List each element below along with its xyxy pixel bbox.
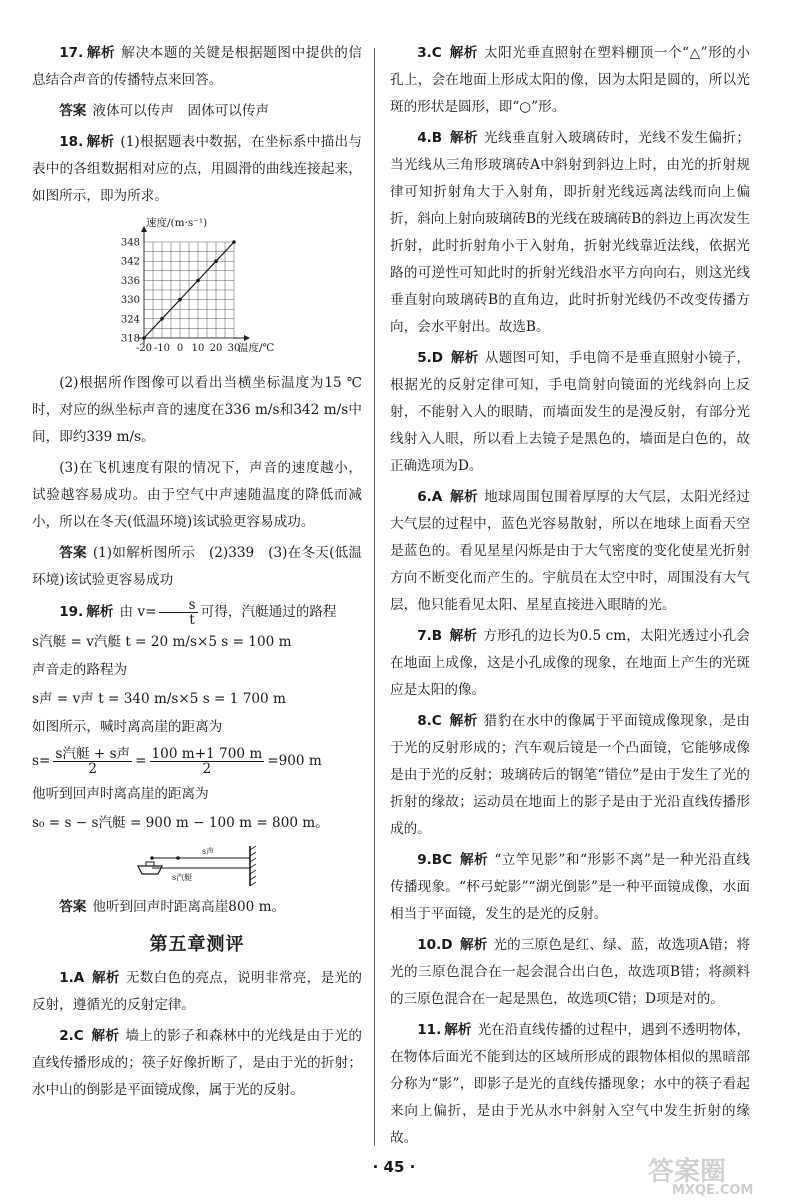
analysis-label: 解析 <box>86 45 116 61</box>
eq-lhs: s= <box>32 753 51 769</box>
answer-5-analysis <box>390 345 750 480</box>
analysis-label: 解析 <box>449 45 478 61</box>
answer-number: 5.D <box>417 350 444 366</box>
column-divider <box>374 48 375 1146</box>
right-column <box>390 40 750 1152</box>
analysis-label: 解析 <box>449 628 478 644</box>
answer-number: 4.B <box>417 130 443 146</box>
answer-10-analysis <box>390 932 750 1013</box>
question-number: 17. <box>59 45 84 61</box>
answer-number: 10.D <box>417 937 453 953</box>
x-tick-label: 20 <box>209 343 223 354</box>
formula-intro-tail: 可得，汽艇通过的路程 <box>200 604 337 620</box>
analysis-text: 解决本题的关键是根据题图中提供的信息结合声音的传播特点来回答。 <box>32 45 363 88</box>
boat-distance-label: s汽艇 <box>172 873 193 882</box>
analysis-text: 从题图可知，手电筒不是垂直照射小镜子，根据光的反射定律可知，手电筒射向镜面的光线斜向上反射，不能射入人的眼睛，而墙面发生的是漫反射，有部分光线射入人眼，所以看上去镜子是黑色的，墙面是白色的，故正确选项为D。 <box>390 350 751 474</box>
data-point <box>160 317 164 321</box>
equation-echo-distance: s₀ = s − s汽艇 = 900 m − 100 m = 800 m。 <box>32 815 329 831</box>
answer-1-analysis <box>32 965 362 1019</box>
fraction-denominator: 2 <box>202 761 212 777</box>
answer-8-analysis <box>390 708 750 843</box>
velocity-fraction <box>159 598 197 627</box>
analysis-text: 地球周围包围着厚厚的大气层，太阳光经过大气层的过程中，蓝色光容易散射，所以在地球上面看天空是蓝色的。看见星星闪烁是由于大气密度的变化使星光折射方向不断变化而产生的。宇航员在太空中时，周围没有大气层，他只能看见太阳、星星直接进入眼睛的光。 <box>390 489 750 613</box>
analysis-label: 解析 <box>450 489 479 505</box>
boat-cliff-diagram <box>132 844 262 888</box>
question-19-analysis <box>32 598 362 627</box>
section-title: 第五章测评 <box>149 934 245 955</box>
answer-text: 液体可以传声 固体可以传声 <box>92 103 270 119</box>
page-number: · 45 · <box>372 1158 416 1176</box>
question-19-answer <box>32 894 362 921</box>
answer-label: 答案 <box>59 103 87 119</box>
answer-number: 11. <box>417 1022 442 1038</box>
analysis-label: 解析 <box>86 604 114 620</box>
fraction-denominator: t <box>189 612 195 628</box>
analysis-text: 方形孔的边长为0.5 cm，太阳光透过小孔会在地面上成像，这是小孔成像的现象，在地面上产生的光斑应是太阳的像。 <box>390 628 751 698</box>
analysis-label: 解析 <box>444 1022 472 1038</box>
answer-text: 他听到回声时距离高崖800 m。 <box>92 899 286 915</box>
fraction-2 <box>150 747 265 776</box>
fraction-denominator: 2 <box>88 761 98 777</box>
shout-distance-text: 如图所示，喊时离高崖的距离为 <box>32 719 223 735</box>
y-tick-label: 330 <box>120 295 140 307</box>
fraction-numerator: 100 m+1 700 m <box>151 746 263 762</box>
answer-number: 3.C <box>417 45 442 61</box>
y-axis-label: 速度/(m·s⁻¹) <box>146 217 208 229</box>
answer-label: 答案 <box>59 545 87 561</box>
data-point <box>178 298 182 302</box>
question-17-answer <box>32 98 362 125</box>
watermark-logo <box>642 1156 772 1196</box>
x-tick-label: 10 <box>191 343 205 354</box>
answer-number: 9.BC <box>417 852 453 868</box>
x-tick-label: 30 <box>227 343 241 354</box>
x-axis-label: 温度/℃ <box>238 342 275 354</box>
data-point <box>196 279 200 283</box>
fraction-numerator: s <box>159 598 197 613</box>
analysis-label: 解析 <box>460 852 489 868</box>
answer-7-analysis <box>390 623 750 704</box>
analysis-text: “立竿见影”和“形影不离”是一种光沿直线传播现象。“杯弓蛇影”“湖光倒影”是一种平面镜成像，水面相当于平面镜，发生的是光的反射。 <box>390 852 750 922</box>
echo-distance-text: 他听到回声时离高崖的距离为 <box>32 786 209 802</box>
analysis-text: 光在沿直线传播的过程中，遇到不透明物体，在物体后面光不能到达的区域所形成的跟物体相似的黑暗部分称为“影”，即影子是光的直线传播现象；水中的筷子看起来向上偏折，是由于光从水中斜射入空气中发生折射的缘故。 <box>390 1022 751 1146</box>
equation-sound-distance: s声 = v声 t = 340 m/s×5 s = 1 700 m <box>32 691 286 707</box>
analysis-label: 解析 <box>449 713 478 729</box>
eq-rhs: =900 m <box>267 753 322 769</box>
y-tick-label: 336 <box>120 275 140 287</box>
answer-2-analysis <box>32 1023 362 1104</box>
sound-distance-text: 声音走的路程为 <box>32 662 128 678</box>
y-tick-label: 318 <box>120 333 140 345</box>
question-17-analysis <box>32 40 362 94</box>
y-tick-label: 348 <box>120 237 140 249</box>
data-point <box>232 240 236 244</box>
end-point-marker <box>176 856 180 860</box>
start-point-marker <box>150 856 154 860</box>
answer-number: 6.A <box>417 489 443 505</box>
answer-9-analysis <box>390 847 750 928</box>
analysis-label: 解析 <box>450 350 479 366</box>
answer-6-analysis <box>390 484 750 619</box>
analysis-label: 解析 <box>460 937 488 953</box>
watermark-url: MXQE.COM <box>672 1183 754 1196</box>
fraction-numerator: s汽艇 + s声 <box>55 746 131 762</box>
question-18-answer <box>32 540 362 594</box>
sound-distance-label: s声 <box>202 847 215 856</box>
analysis-text: (1)根据题表中数据，在坐标系中描出与表中的各组数据相对应的点，用圆滑的曲线连接起来，如图所示，即为所求。 <box>32 134 363 204</box>
analysis-text: 光的三原色是红、绿、蓝，故选项A错；将光的三原色混合在一起会混合出白色，故选项B错；将颜料的三原色混合在一起是黑色，故选项C错；D项是对的。 <box>390 937 750 1007</box>
answer-number: 1.A <box>59 970 85 986</box>
answer-text: (1)如解析图所示 (2)339 (3)在冬天(低温环境)该试验更容易成功 <box>32 545 363 588</box>
data-point <box>214 259 218 263</box>
equation-shout-distance <box>32 741 362 781</box>
x-tick-label: -20 <box>135 343 153 354</box>
analysis-text: 无数白色的亮点，说明非常亮，是光的反射，遵循光的反射定律。 <box>32 970 362 1013</box>
question-18-part-2: (2)根据所作图像可以看出当横坐标温度为15 ℃时，对应的纵坐标声音的速度在336 m/s和342 m/s中间，即约339 m/s。 <box>32 375 362 445</box>
x-tick-label: 0 <box>176 343 184 354</box>
watermark-title: 答案圈 <box>648 1157 727 1187</box>
answer-4-analysis <box>390 125 750 341</box>
boat-icon <box>138 866 162 874</box>
left-column <box>32 40 362 1104</box>
fraction-1 <box>53 747 132 776</box>
answer-number: 8.C <box>417 713 442 729</box>
x-tick-label: -10 <box>153 343 171 354</box>
x-axis-arrow <box>244 335 250 341</box>
equation-boat-distance: s汽艇 = v汽艇 t = 20 m/s×5 s = 100 m <box>32 634 292 650</box>
y-tick-label: 324 <box>120 314 140 326</box>
analysis-label: 解析 <box>91 1028 120 1044</box>
answer-11-analysis <box>390 1017 750 1152</box>
data-point <box>142 336 146 340</box>
analysis-text: 光线垂直射入玻璃砖时，光线不发生偏折；当光线从三角形玻璃砖A中斜射到斜边上时，由光的折射规律可知折射角大于入射角，即折射光线远离法线而向上偏折，斜向上射向玻璃砖B的光线在玻璃砖B的斜边上再次发生折射，此时折射角小于入射角，折射光线靠近法线，依据光路的可逆性可知此时的折射光线沿水平方向向右，则这光线垂直射向玻璃砖B的直角边，此时折射光线仍不改变传播方向，会水平射出。故选B。 <box>390 130 751 335</box>
formula-intro: 由 v= <box>119 604 157 620</box>
analysis-text: 猎豹在水中的像属于平面镜成像现象，是由于光的反射形成的；汽车观后镜是一个凸面镜，它能够成像是由于光的反射；玻璃砖后的钢笔“错位”是由于发生了光的折射的缘故；运动员在地面上的影子是由于光沿直线传播形成的。 <box>390 713 751 837</box>
answer-3-analysis <box>390 40 750 121</box>
question-number: 19. <box>59 604 84 620</box>
analysis-label: 解析 <box>91 970 120 986</box>
speed-temperature-chart <box>112 216 292 366</box>
answer-label: 答案 <box>59 899 87 915</box>
y-tick-label: 342 <box>120 256 140 268</box>
question-18-part-3: (3)在飞机速度有限的情况下，声音的速度越小，试验越容易成功。由于空气中声速随温度的降低而减小，所以在冬天(低温环境)该试验更容易成功。 <box>32 460 362 530</box>
question-number: 18. <box>59 134 84 150</box>
analysis-text: 太阳光垂直照射在塑料棚顶一个“△”形的小孔上，会在地面上形成太阳的像，因为太阳是圆的，所以光斑的形状是圆形，即“○”形。 <box>390 45 751 115</box>
analysis-text: 墙上的影子和森林中的光线是由于光的直线传播形成的；筷子好像折断了，是由于光的折射；水中山的倒影是平面镜成像，属于光的反射。 <box>32 1028 363 1098</box>
question-18-analysis <box>32 129 362 210</box>
eq-mid: = <box>135 753 147 769</box>
cliff-hatch <box>250 846 256 886</box>
answer-number: 7.B <box>417 628 443 644</box>
answer-number: 2.C <box>59 1028 84 1044</box>
analysis-label: 解析 <box>449 130 478 146</box>
analysis-label: 解析 <box>86 134 115 150</box>
